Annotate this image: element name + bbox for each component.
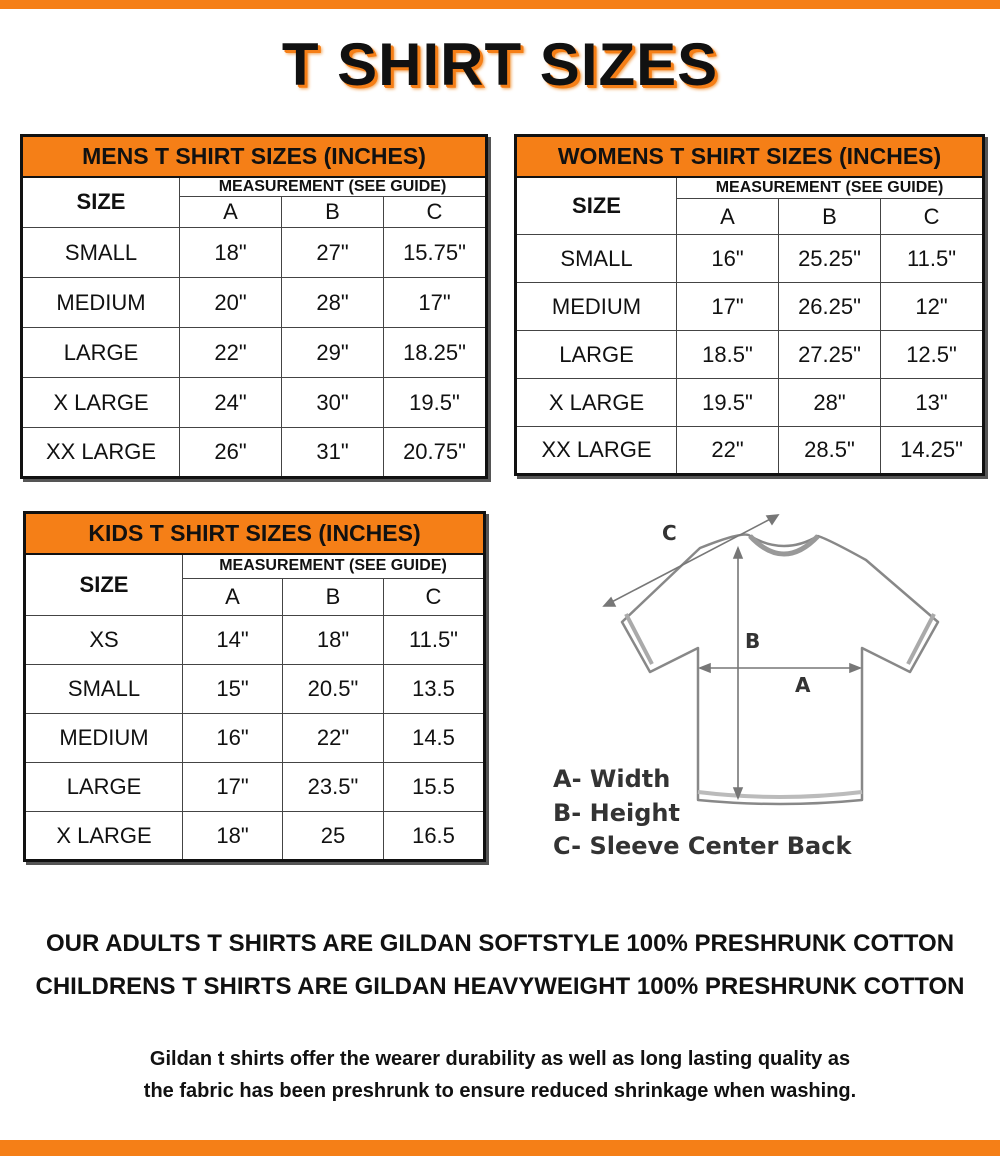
a-cell: 18" bbox=[183, 812, 283, 861]
mens-col-c: C bbox=[384, 197, 487, 228]
top-accent-bar bbox=[0, 0, 1000, 9]
c-cell: 13.5 bbox=[384, 665, 485, 714]
size-cell: X LARGE bbox=[22, 378, 180, 428]
womens-col-b: B bbox=[779, 199, 881, 235]
c-cell: 11.5" bbox=[384, 616, 485, 665]
womens-size-header: SIZE bbox=[516, 177, 677, 235]
kids-col-c: C bbox=[384, 579, 485, 616]
b-cell: 22" bbox=[283, 714, 384, 763]
b-cell: 30" bbox=[282, 378, 384, 428]
b-cell: 20.5" bbox=[283, 665, 384, 714]
b-cell: 29" bbox=[282, 328, 384, 378]
table-row bbox=[516, 235, 984, 283]
table-row bbox=[25, 665, 485, 714]
legend-sleeve: C- Sleeve Center Back bbox=[553, 832, 852, 860]
a-cell: 18.5" bbox=[677, 331, 779, 379]
table-row bbox=[516, 283, 984, 331]
b-cell: 18" bbox=[283, 616, 384, 665]
size-cell: LARGE bbox=[22, 328, 180, 378]
a-cell: 17" bbox=[677, 283, 779, 331]
marker-c: C bbox=[662, 521, 677, 545]
a-cell: 14" bbox=[183, 616, 283, 665]
size-cell: MEDIUM bbox=[25, 714, 183, 763]
b-cell: 28.5" bbox=[779, 427, 881, 475]
b-cell: 28" bbox=[282, 278, 384, 328]
description-line-1: Gildan t shirts offer the wearer durability as well as long lasting quality as bbox=[149, 1048, 851, 1070]
kids-col-b: B bbox=[283, 579, 384, 616]
size-cell: X LARGE bbox=[516, 379, 677, 427]
c-cell: 12.5" bbox=[881, 331, 984, 379]
a-cell: 15" bbox=[183, 665, 283, 714]
table-row bbox=[22, 378, 487, 428]
table-row bbox=[516, 379, 984, 427]
legend-height: B- Height bbox=[553, 799, 680, 827]
size-cell: SMALL bbox=[25, 665, 183, 714]
size-cell: XS bbox=[25, 616, 183, 665]
a-cell: 16" bbox=[183, 714, 283, 763]
table-row bbox=[22, 278, 487, 328]
table-row bbox=[516, 427, 984, 475]
adults-note: OUR ADULTS T SHIRTS ARE GILDAN SOFTSTYLE 100% PRESHRUNK COTTON bbox=[45, 930, 955, 957]
kids-measurement-header: MEASUREMENT (SEE GUIDE) bbox=[183, 554, 485, 579]
table-row bbox=[25, 812, 485, 861]
mens-col-a: A bbox=[180, 197, 282, 228]
womens-col-c: C bbox=[881, 199, 984, 235]
mens-measurement-header: MEASUREMENT (SEE GUIDE) bbox=[180, 177, 487, 197]
b-cell: 26.25" bbox=[779, 283, 881, 331]
marker-a: A bbox=[795, 673, 811, 697]
size-cell: SMALL bbox=[516, 235, 677, 283]
c-cell: 14.25" bbox=[881, 427, 984, 475]
size-cell: LARGE bbox=[516, 331, 677, 379]
childrens-note: CHILDRENS T SHIRTS ARE GILDAN HEAVYWEIGHT 100% PRESHRUNK COTTON bbox=[35, 973, 965, 1000]
legend-width: A- Width bbox=[553, 765, 671, 793]
marker-b: B bbox=[745, 629, 761, 653]
a-cell: 22" bbox=[677, 427, 779, 475]
table-row bbox=[516, 331, 984, 379]
c-cell: 15.5 bbox=[384, 763, 485, 812]
table-row bbox=[25, 763, 485, 812]
mens-size-table bbox=[20, 134, 488, 479]
table-row bbox=[25, 714, 485, 763]
c-cell: 17" bbox=[384, 278, 487, 328]
a-cell: 19.5" bbox=[677, 379, 779, 427]
b-cell: 31" bbox=[282, 428, 384, 478]
b-cell: 25.25" bbox=[779, 235, 881, 283]
size-cell: XX LARGE bbox=[516, 427, 677, 475]
c-cell: 11.5" bbox=[881, 235, 984, 283]
c-cell: 14.5 bbox=[384, 714, 485, 763]
size-cell: LARGE bbox=[25, 763, 183, 812]
b-cell: 28" bbox=[779, 379, 881, 427]
a-cell: 24" bbox=[180, 378, 282, 428]
c-cell: 12" bbox=[881, 283, 984, 331]
kids-size-table bbox=[23, 511, 486, 862]
table-row bbox=[22, 328, 487, 378]
b-cell: 25 bbox=[283, 812, 384, 861]
a-cell: 20" bbox=[180, 278, 282, 328]
size-cell: XX LARGE bbox=[22, 428, 180, 478]
a-cell: 17" bbox=[183, 763, 283, 812]
c-cell: 19.5" bbox=[384, 378, 487, 428]
kids-col-a: A bbox=[183, 579, 283, 616]
c-cell: 18.25" bbox=[384, 328, 487, 378]
tshirt-outline-icon bbox=[622, 535, 938, 805]
c-cell: 20.75" bbox=[384, 428, 487, 478]
womens-table-heading: WOMENS T SHIRT SIZES (INCHES) bbox=[516, 136, 984, 177]
table-row bbox=[25, 616, 485, 665]
tshirt-measurement-diagram bbox=[540, 505, 960, 885]
womens-size-table bbox=[514, 134, 985, 476]
table-row bbox=[22, 228, 487, 278]
bottom-accent-bar bbox=[0, 1140, 1000, 1156]
kids-size-header: SIZE bbox=[25, 554, 183, 616]
b-cell: 27.25" bbox=[779, 331, 881, 379]
b-cell: 27" bbox=[282, 228, 384, 278]
c-cell: 16.5 bbox=[384, 812, 485, 861]
mens-col-b: B bbox=[282, 197, 384, 228]
page-title: T SHIRT SIZES bbox=[281, 31, 719, 98]
kids-table-heading: KIDS T SHIRT SIZES (INCHES) bbox=[25, 513, 485, 554]
mens-table-heading: MENS T SHIRT SIZES (INCHES) bbox=[22, 136, 487, 177]
c-cell: 13" bbox=[881, 379, 984, 427]
mens-size-header: SIZE bbox=[22, 177, 180, 228]
a-cell: 26" bbox=[180, 428, 282, 478]
description-line-2: the fabric has been preshrunk to ensure reduced shrinkage when washing. bbox=[143, 1080, 857, 1102]
womens-col-a: A bbox=[677, 199, 779, 235]
c-cell: 15.75" bbox=[384, 228, 487, 278]
womens-measurement-header: MEASUREMENT (SEE GUIDE) bbox=[677, 177, 984, 199]
size-cell: SMALL bbox=[22, 228, 180, 278]
a-cell: 16" bbox=[677, 235, 779, 283]
a-cell: 22" bbox=[180, 328, 282, 378]
b-cell: 23.5" bbox=[283, 763, 384, 812]
size-cell: MEDIUM bbox=[516, 283, 677, 331]
a-cell: 18" bbox=[180, 228, 282, 278]
size-cell: X LARGE bbox=[25, 812, 183, 861]
size-cell: MEDIUM bbox=[22, 278, 180, 328]
table-row bbox=[22, 428, 487, 478]
